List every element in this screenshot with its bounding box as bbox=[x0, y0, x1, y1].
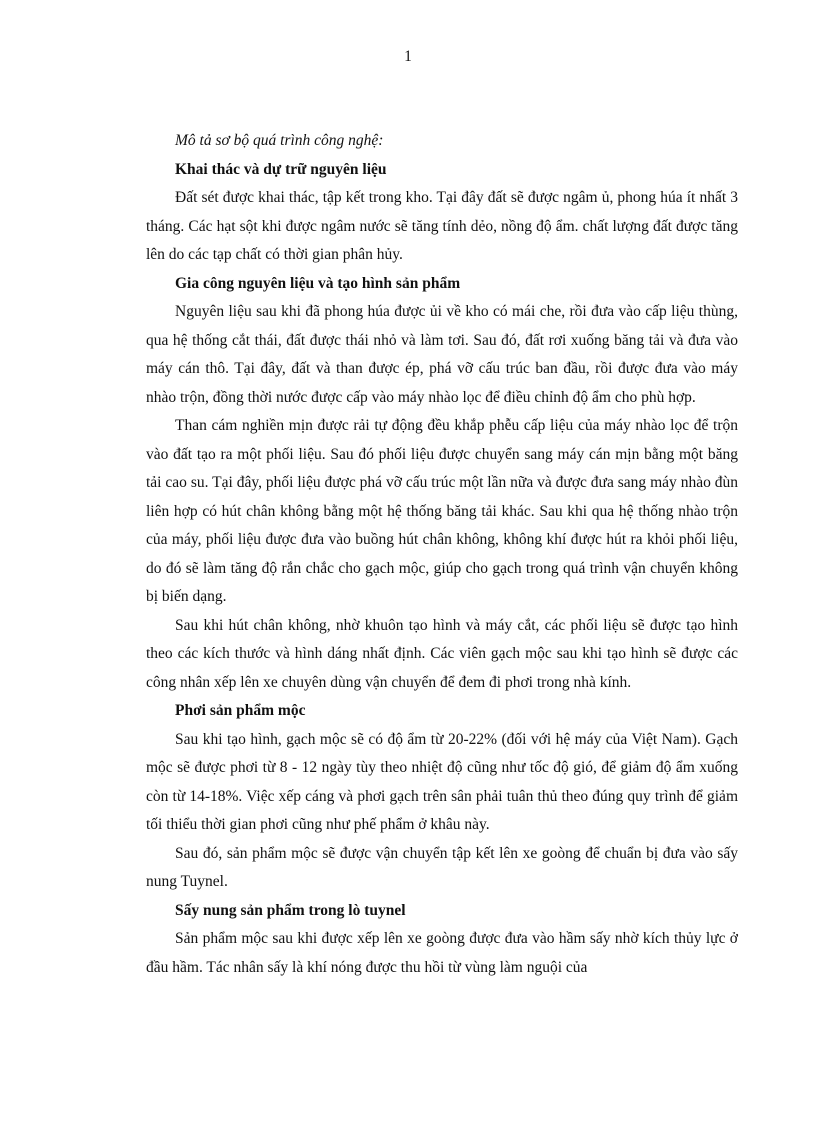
paragraph: Sau đó, sản phẩm mộc sẽ được vận chuyển tập kết lên xe goòng để chuẩn bị đưa vào sấy nung Tuynel. bbox=[146, 844, 738, 890]
document-body bbox=[146, 127, 738, 982]
paragraph: Sau khi tạo hình, gạch mộc sẽ có độ ẩm từ 20-22% (đối với hệ máy của Việt Nam). Gạch mộc sẽ được phơi từ 8 - 12 ngày tùy theo nhiệt độ cũng như tốc độ gió, để giảm độ ẩm xuống còn từ 14-18%. Việc xếp cáng và phơi gạch trên sân phải tuân thủ theo đúng quy trình để giảm tối thiểu thời gian phơi cũng như phế phẩm ở khâu này. bbox=[146, 730, 738, 833]
section-heading: Sấy nung sản phẩm trong lò tuynel bbox=[175, 901, 406, 919]
paragraph: Nguyên liệu sau khi đã phong húa được ủi về kho có mái che, rồi đưa vào cấp liệu thùng, qua hệ thống cắt thái, đất được thái nhỏ và làm tơi. Sau đó, đất rơi xuống băng tải và đưa vào máy cán thô. Tại đây, đất và than được ép, phá vỡ cấu trúc ban đầu, rồi được đưa vào máy nhào trộn, đồng thời nước được cấp vào máy nhào lọc để điều chỉnh độ ẩm cho phù hợp. bbox=[146, 303, 738, 406]
paragraph: Sau khi hút chân không, nhờ khuôn tạo hình và máy cắt, các phối liệu sẽ được tạo hình theo các kích thước và hình dáng nhất định. Các viên gạch mộc sau khi tạo hình sẽ được các công nhân xếp lên xe chuyên dùng vận chuyển để đem đi phơi trong nhà kính. bbox=[146, 616, 738, 691]
paragraph: Sản phẩm mộc sau khi được xếp lên xe goòng được đưa vào hầm sấy nhờ kích thủy lực ở đầu hầm. Tác nhân sấy là khí nóng được thu hồi từ vùng làm nguội của bbox=[146, 930, 738, 976]
paragraph: Đất sét được khai thác, tập kết trong kho. Tại đây đất sẽ được ngâm ủ, phong húa ít nhất 3 tháng. Các hạt sột khi được ngâm nước sẽ tăng tính dẻo, nồng độ ẩm. chất lượng đất được tăng lên do các tạp chất có thời gian phân hủy. bbox=[146, 189, 738, 263]
page-number: 1 bbox=[404, 48, 412, 65]
section-heading: Gia công nguyên liệu và tạo hình sản phẩm bbox=[175, 274, 461, 292]
section-heading: Phơi sản phẩm mộc bbox=[175, 702, 306, 719]
paragraph: Than cám nghiền mịn được rải tự động đều khắp phễu cấp liệu của máy nhào lọc để trộn vào đất tạo ra một phối liệu. Sau đó phối liệu được chuyển sang máy cán mịn bằng một băng tải cao su. Tại đây, phối liệu được phá vỡ cấu trúc một lần nữa và được đưa sang máy nhào đùn liên hợp có hút chân không bằng một hệ thống băng tải khác. Sau khi qua hệ thống nhào trộn của máy, phối liệu được đưa vào buồng hút chân không, không khí được hút ra khỏi phối liệu, do đó sẽ làm tăng độ rắn chắc cho gạch mộc, giúp cho gạch trong quá trình vận chuyển không bị biến dạng. bbox=[146, 417, 738, 605]
intro-line: Mô tả sơ bộ quá trình công nghệ: bbox=[175, 132, 384, 149]
section-heading: Khai thác và dự trữ nguyên liệu bbox=[175, 160, 387, 178]
